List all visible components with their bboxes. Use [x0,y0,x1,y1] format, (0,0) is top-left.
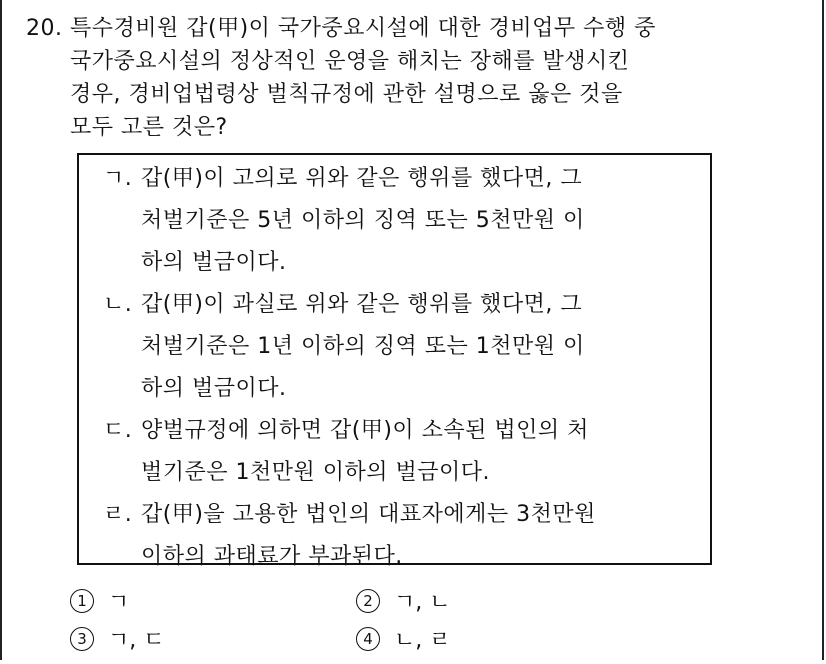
statement-mark: ㄹ. [103,502,133,527]
choice-3[interactable] [70,618,165,664]
question-line-2: 국가중요시설의 정상적인 운영을 해치는 장해를 발생시킨 [70,49,630,74]
choice-number-circle: 4 [356,627,380,651]
statement-item-nieun: ㄴ. 갑(甲)이 과실로 위와 같은 행위를 했다면, 그 처벌기준은 1년 이하의 징역 또는 1천만원 이 하의 벌금이다. [103,284,703,410]
statement-item-rieul: ㄹ. 갑(甲)을 고용한 법인의 대표자에게는 3천만원 이하의 과태료가 부과된다. [103,494,703,578]
choice-text: ㄱ, ㄷ [108,628,165,653]
question-number: 20. [26,16,63,41]
question-line-1: 20. 특수경비원 갑(甲)이 국가중요시설에 대한 경비업무 수행 중 [26,12,786,45]
question-line-3: 경우, 경비업법령상 벌칙규정에 관한 설명으로 옳은 것을 [70,82,623,107]
choice-number-circle: 3 [70,627,94,651]
choice-4[interactable] [356,618,451,664]
choice-text: ㄴ, ㄹ [394,628,451,653]
question-stem [26,12,786,144]
choice-number-circle: 1 [70,589,94,613]
statement-item-digeut: ㄷ. 양벌규정에 의하면 갑(甲)이 소속된 법인의 처 벌기준은 1천만원 이하의 벌금이다. [103,410,703,494]
question-line-4: 모두 고른 것은? [70,115,228,140]
statement-item-giyeok: ㄱ. 갑(甲)이 고의로 위와 같은 행위를 했다면, 그 처벌기준은 5년 이하의 징역 또는 5천만원 이 하의 벌금이다. [103,158,703,284]
choice-number-circle: 2 [356,589,380,613]
statement-mark: ㄴ. [103,292,133,317]
statement-mark: ㄱ. [103,166,133,191]
choice-text: ㄱ, ㄴ [394,590,451,615]
statement-list [103,158,703,578]
choice-text: ㄱ [108,590,130,615]
statement-mark: ㄷ. [103,418,133,443]
